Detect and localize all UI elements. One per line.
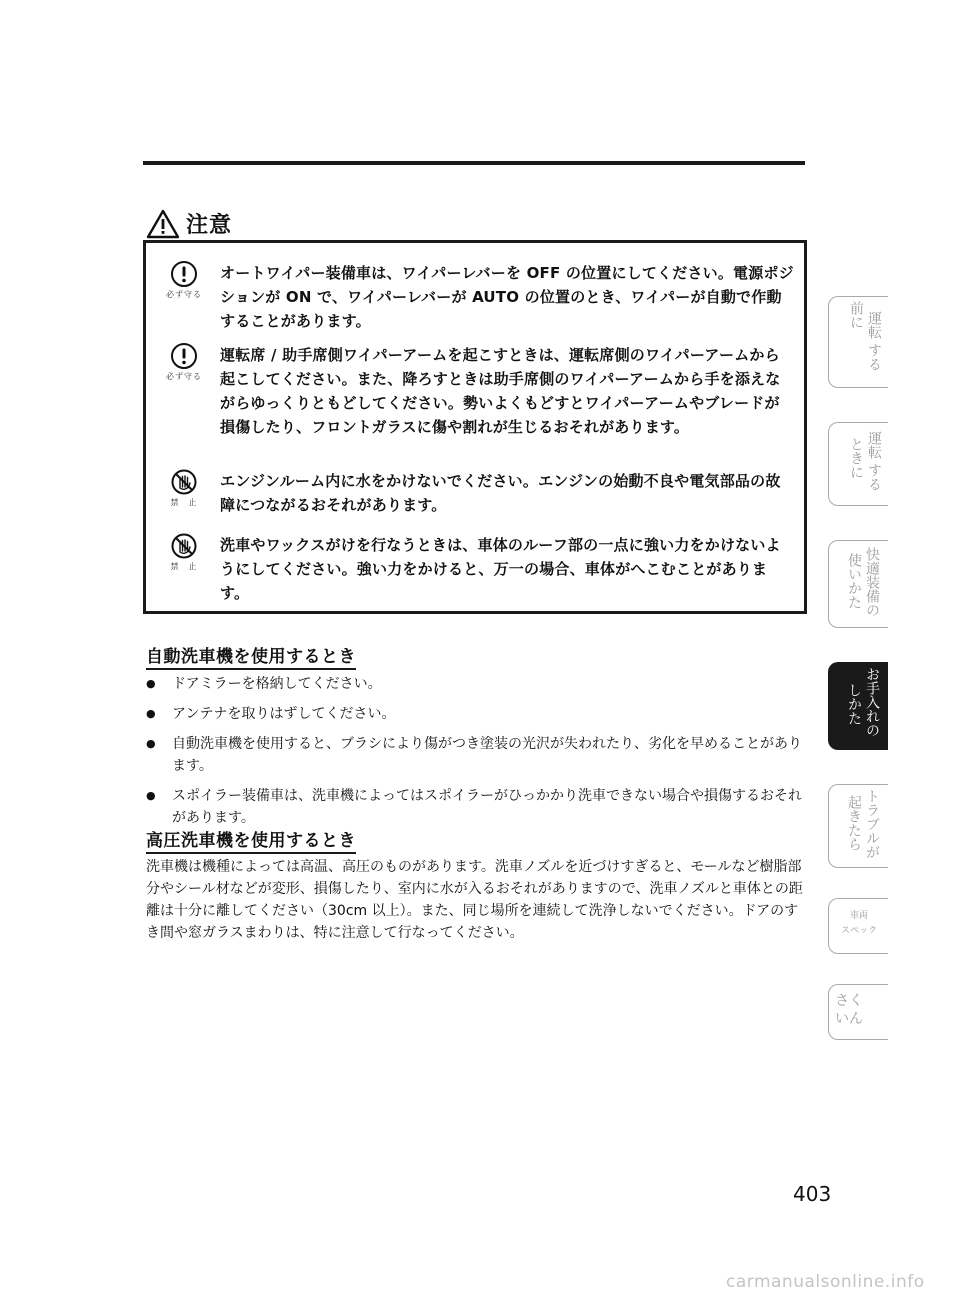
tab-maintenance[interactable]: お手入れの しかた [828, 662, 888, 750]
tab-troubleshooting[interactable]: トラブルが 起きたら [828, 784, 888, 868]
caution-item-text: 洗車やワックスがけを行なうときは、車体のルーフ部の一点に強い力をかけないようにしてください。強い力をかけると、万一の場合、車体がへこむことがあります。 [220, 536, 781, 602]
caution-item-icon [164, 261, 204, 300]
must-follow-icon [171, 261, 197, 287]
section-title-high-pressure: 高圧洗車機を使用するとき [146, 826, 356, 854]
watermark: carmanualsonline.info [726, 1272, 925, 1292]
icon-label: 禁 止 [170, 562, 198, 571]
icon-label: 必ず守る [166, 290, 202, 299]
warning-triangle-icon [146, 209, 180, 239]
list-item: ● 自動洗車機を使用すると、ブラシにより傷がつき塗装の光沢が失われたり、劣化を早めることがあります。 [146, 733, 806, 777]
must-follow-icon [171, 343, 197, 369]
caution-item-text: エンジンルーム内に水をかけないでください。エンジンの始動不良や電気部品の故障につながるおそれがあります。 [220, 472, 781, 514]
caution-item-text: 運転席 / 助手席側ワイパーアームを起こすときは、運転席側のワイパーアームから起こしてください。また、降ろすときは助手席側のワイパーアームから手を添えながらゆっくりともどしてください。勢いよくもどすとワイパーアームやブレードが損傷したり、フロントガラスに傷や割れが生じるおそれがあります。 [220, 346, 781, 436]
no-touch-icon [171, 533, 197, 559]
header-rule [143, 161, 805, 165]
list-item: ● アンテナを取りはずしてください。 [146, 703, 806, 725]
tab-while-driving[interactable]: 運転 ときに する [828, 422, 888, 506]
tab-comfort-features[interactable]: 快適装備の 使いかた [828, 540, 888, 628]
list-item: ● スポイラー装備車は、洗車機によってはスポイラーがひっかかり洗車できない場合や損傷するおそれがあります。 [146, 785, 806, 829]
caution-item-icon [164, 343, 204, 382]
caution-box [143, 240, 807, 614]
auto-wash-list [146, 673, 806, 837]
tab-specifications[interactable]: 車両 スペック [828, 898, 888, 954]
icon-label: 必ず守る [166, 372, 202, 381]
no-touch-icon [171, 469, 197, 495]
caution-item-text: オートワイパー装備車は、ワイパーレバーを OFF の位置にしてください。電源ポジションが ON で、ワイパーレバーが AUTO の位置のとき、ワイパーが自動で作動することがあります。 [220, 264, 794, 330]
tab-index[interactable]: さく いん [828, 984, 888, 1040]
tab-before-driving[interactable]: 運転 前に する [828, 296, 888, 388]
page-number: 403 [793, 1182, 832, 1206]
caution-heading [146, 208, 232, 239]
high-pressure-paragraph: 洗車機は機種によっては高温、高圧のものがあります。洗車ノズルを近づけすぎると、モールなど樹脂部分やシール材などが変形、損傷したり、室内に水が入るおそれがありますので、洗車ノズルと車体との距離は十分に離してください（30cm 以上）。また、同じ場所を連続して洗浄しないでください。ドアのすき間や窓ガラスまわりは、特に注意して行なってください。 [146, 859, 803, 941]
caution-title: 注意 [186, 213, 233, 238]
caution-item-icon [164, 469, 204, 508]
icon-label: 禁 止 [170, 498, 198, 507]
section-title-auto-wash: 自動洗車機を使用するとき [146, 642, 356, 670]
list-item: ● ドアミラーを格納してください。 [146, 673, 806, 695]
caution-item-icon [164, 533, 204, 572]
